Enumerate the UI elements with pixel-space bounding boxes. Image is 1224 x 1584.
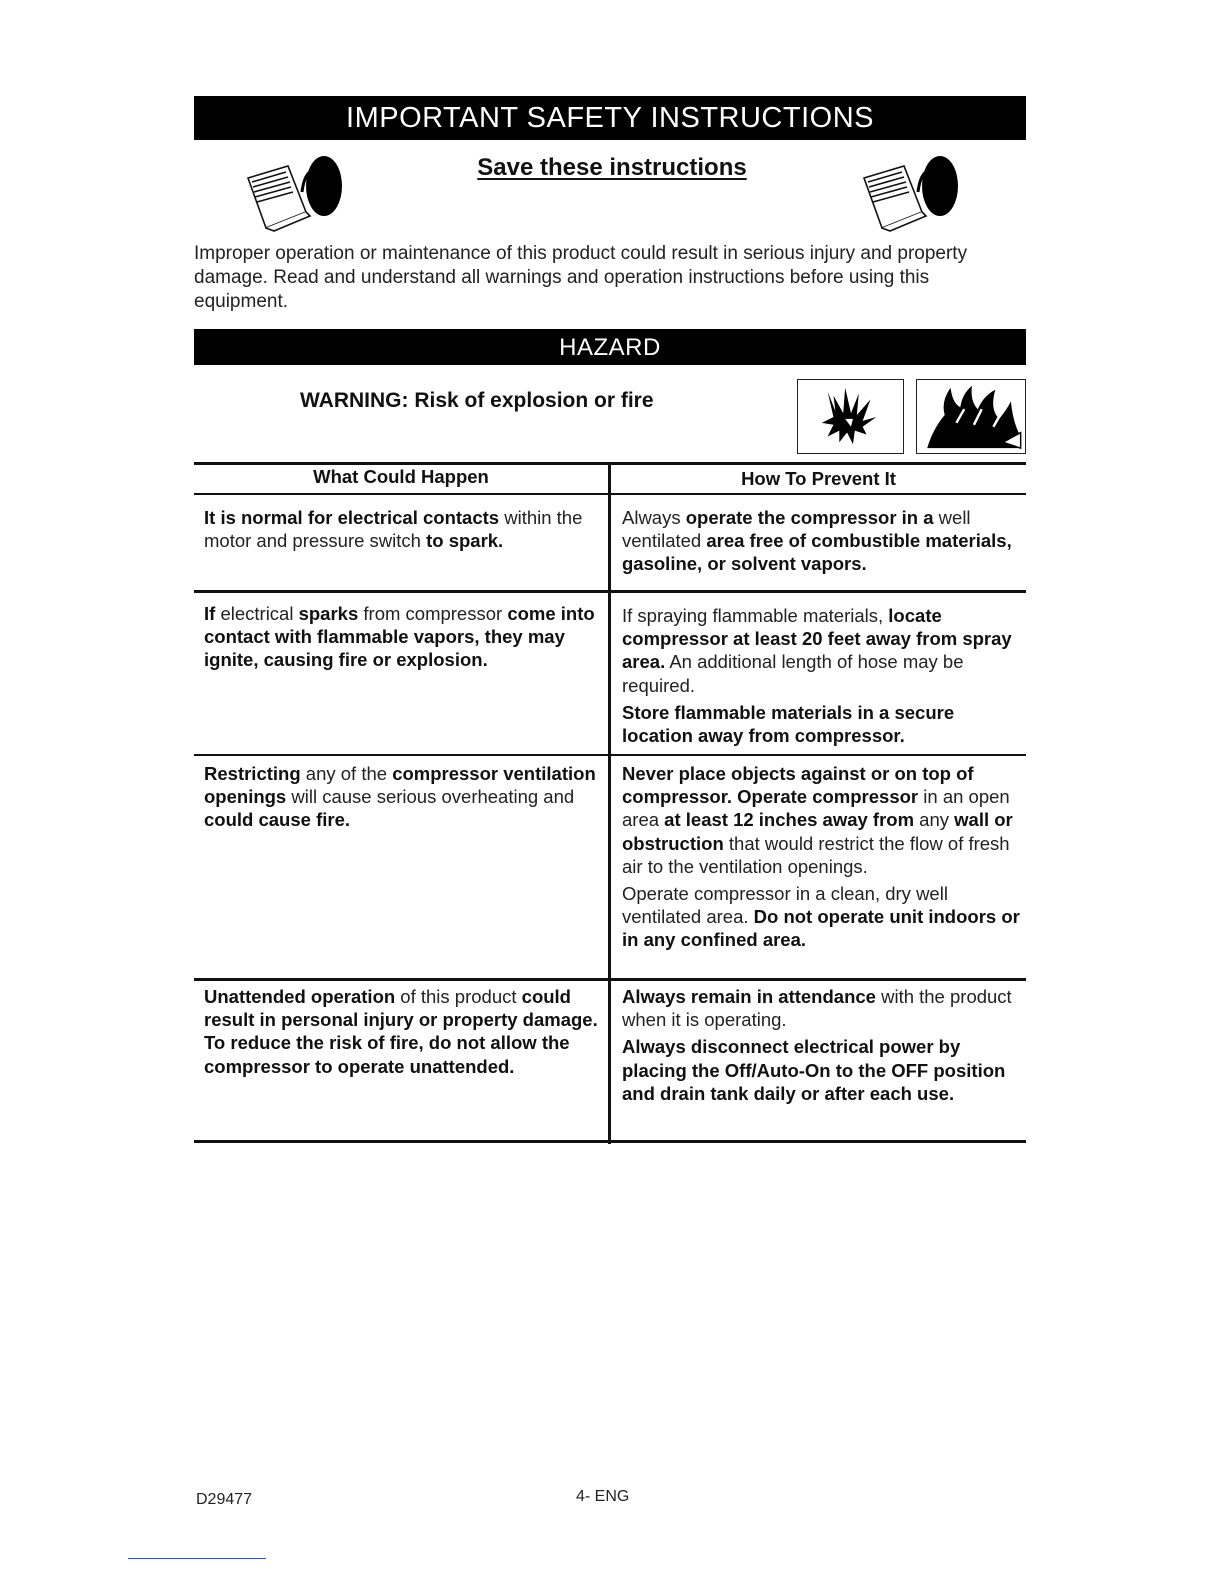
save-instructions-heading: Save these instructions	[477, 154, 747, 181]
table-cell: Restricting any of the compressor ventilation openings will cause serious overheating and could cause fire.	[204, 763, 596, 831]
column-header-how-to-prevent: How To Prevent It	[741, 468, 896, 489]
table-cell: If electrical sparks from compressor come into contact with flammable vapors, they may ignite, causing fire or explosion.	[204, 603, 595, 671]
column-header-what-could-happen: What Could Happen	[313, 466, 489, 487]
explosion-icon	[797, 379, 904, 454]
table-cell: It is normal for electrical contacts within the motor and pressure switch to spark.	[204, 507, 583, 552]
hazard-table	[194, 462, 1026, 1144]
document-code: D29477	[196, 1491, 253, 1508]
intro-paragraph: Improper operation or maintenance of this product could result in serious injury and property damage. Read and understand all warnings and operation instructions before using this equipment.	[194, 243, 968, 312]
table-cell: Always operate the compressor in a well ventilated area free of combustible materials, gasoline, or solvent vapors.	[622, 507, 1012, 575]
table-cell: Never place objects against or on top of compressor. Operate compressor in an open area at least 12 inches away from any wall or obstruction that would restrict the flow of fresh air to the ventilation openings. Operate compressor in a clean, dry well ventilated area. Do not operate unit indoors or in any confined area.	[622, 763, 1020, 951]
fire-icon	[916, 379, 1026, 454]
table-cell: If spraying flammable materials, locate compressor at least 20 feet away from spray area. An additional length of hose may be required. Store flammable materials in a secure location away from compressor.	[622, 605, 1012, 747]
book-icon	[860, 152, 960, 232]
divider	[128, 1558, 266, 1559]
warning-text: WARNING: Risk of explosion or fire	[300, 389, 654, 412]
page-title-banner: IMPORTANT SAFETY INSTRUCTIONS	[194, 96, 1026, 140]
table-cell: Always remain in attendance with the product when it is operating. Always disconnect electrical power by placing the Off/Auto-On to the OFF position and drain tank daily or after each use.	[622, 986, 1012, 1104]
table-cell: Unattended operation of this product could result in personal injury or property damage. To reduce the risk of fire, do not allow the compressor to operate unattended.	[204, 986, 598, 1077]
hazard-banner: HAZARD	[194, 329, 1026, 365]
page-number: 4- ENG	[576, 1488, 630, 1505]
